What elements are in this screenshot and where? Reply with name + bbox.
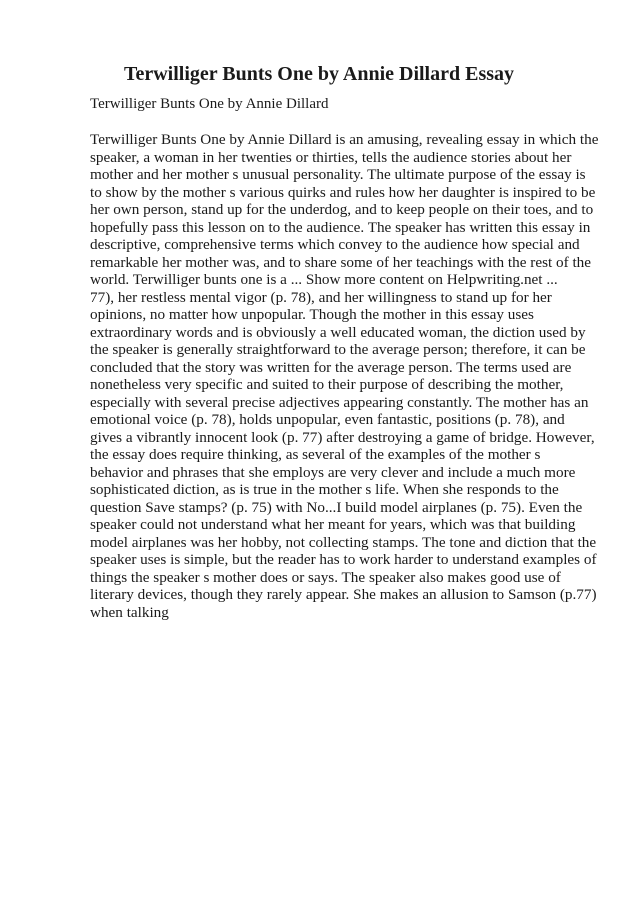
- document-title: Terwilliger Bunts One by Annie Dillard Essay: [123, 63, 515, 85]
- body-line: the essay does require thinking, as several of the examples of the mother s: [90, 446, 541, 463]
- body-line: speaker could not understand what her meant for years, which was that building: [90, 516, 576, 533]
- body-line: 77), her restless mental vigor (p. 78), and her willingness to stand up for her: [90, 288, 552, 306]
- body-line: mother and her mother s unusual personality. The ultimate purpose of the essay is: [90, 166, 586, 183]
- body-line: especially with several precise adjectives appearing constantly. The mother has an: [90, 393, 589, 411]
- body-line: to show by the mother s various quirks and rules how her daughter is inspired to be: [90, 183, 596, 201]
- body-line: behavior and phrases that she employs are very clever and include a much more: [90, 463, 576, 481]
- body-line: remarkable her mother was, and to share some of her teachings with the rest of the: [90, 253, 592, 271]
- body-line: speaker uses is simple, but the reader has to work harder to understand examples of: [90, 551, 597, 568]
- body-line: the speaker is generally straightforward to the average person; therefore, it can be: [90, 341, 586, 358]
- body-line: her own person, stand up for the underdog, and to keep people on their toes, and to: [90, 201, 594, 218]
- document-subtitle: Terwilliger Bunts One by Annie Dillard: [90, 96, 329, 112]
- body-line: gives a vibrantly innocent look (p. 77) after destroying a game of bridge. However,: [90, 428, 595, 446]
- body-line: descriptive, comprehensive terms which convey to the audience how special and: [90, 236, 580, 253]
- body-line: concluded that the story was written for the average person. The terms used are: [90, 358, 572, 376]
- body-line: sophisticated diction, as is true in the mother s life. When she responds to the: [90, 481, 559, 498]
- essay-body: [90, 131, 599, 621]
- body-line: speaker, a woman in her twenties or thirties, tells the audience stories about her: [90, 148, 572, 166]
- body-line: Terwilliger Bunts One by Annie Dillard is an amusing, revealing essay in which the: [90, 131, 599, 148]
- body-line: world. Terwilliger bunts one is a ... Show more content on Helpwriting.net ...: [90, 271, 558, 288]
- body-line: opinions, no matter how unpopular. Though the mother in this essay uses: [90, 306, 534, 323]
- body-line: model airplanes was her hobby, not collecting stamps. The tone and diction that the: [90, 533, 597, 551]
- body-line: things the speaker s mother does or says. The speaker also makes good use of: [90, 568, 561, 586]
- body-line: literary devices, though they rarely appear. She makes an allusion to Samson (p.77): [90, 586, 597, 603]
- body-line: when talking: [90, 603, 169, 621]
- body-line: hopefully pass this lesson on to the audience. The speaker has written this essay in: [90, 218, 591, 236]
- body-line: extraordinary words and is obviously a well educated woman, the diction used by: [90, 323, 586, 341]
- body-line: emotional voice (p. 78), holds unpopular, even fantastic, positions (p. 78), and: [90, 411, 565, 428]
- body-line: question Save stamps? (p. 75) with No...I build model airplanes (p. 75). Even the: [90, 498, 583, 516]
- body-line: nonetheless very specific and suited to their purpose of describing the mother,: [90, 376, 564, 393]
